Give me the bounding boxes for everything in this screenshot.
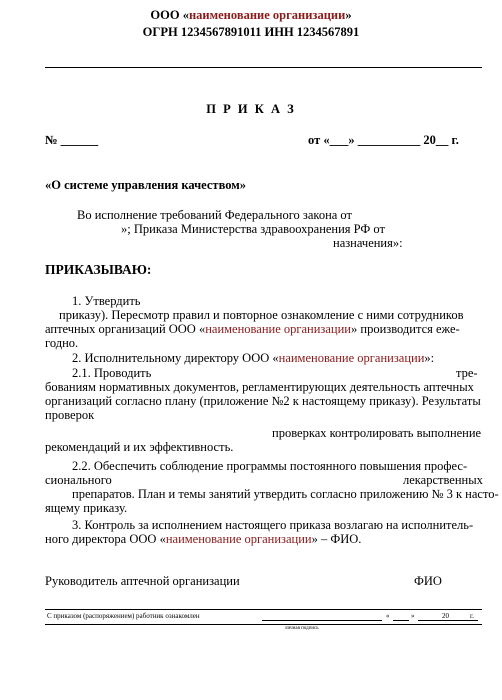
item-1-line-c — [45, 322, 460, 336]
item-2-2-line-a: 2.2. Обеспечить соблюдение программы постоянного повышения профес- — [72, 459, 468, 473]
acquaint-row — [45, 611, 482, 623]
acquaint-label: С приказом (распоряжением) работник ознакомлен — [47, 612, 200, 620]
org-name: наименование организации — [188, 8, 346, 22]
intro-line-3: назначения»: — [333, 236, 403, 250]
intro-line-2: »; Приказа Министерства здравоохранения РФ от — [121, 222, 385, 236]
item-2-1-line-a-end: тре- — [456, 366, 478, 380]
order-number: № ______ — [45, 133, 99, 147]
order-date: от «___» __________ 20__ г. — [308, 133, 459, 147]
year-line[interactable] — [452, 611, 466, 621]
page-title: П Р И К А З — [206, 102, 296, 116]
item-2-1-line-d: проверок — [45, 408, 95, 422]
org-header — [0, 8, 502, 22]
ogrn-inn-line: ОГРН 1234567891011 ИНН 1234567891 — [142, 25, 360, 39]
item-2-1-line-c: организаций согласно плану (приложение №2 к настоящему приказу). Результаты — [45, 394, 481, 408]
org-name: наименование организации — [278, 351, 425, 365]
year-suffix: г. — [470, 612, 474, 620]
year-label: 20 — [442, 612, 449, 620]
quote-open: « — [386, 612, 390, 620]
org-suffix: » производится еже- — [351, 322, 460, 336]
acquaint-bottom-border — [45, 624, 482, 625]
acquaint-top-border — [45, 609, 482, 610]
intro-line-1: Во исполнение требований Федерального закона от — [77, 208, 352, 222]
org-prefix: ООО « — [150, 8, 189, 22]
item-1-line-d: годно. — [45, 336, 79, 350]
signature-line[interactable] — [262, 611, 382, 621]
item-2-2-line-b: сионального — [45, 473, 112, 487]
org-prefix: 2. Исполнительному директору ООО « — [72, 351, 279, 365]
item-3-line-a: 3. Контроль за исполнением настоящего приказа возлагаю на исполнитель- — [72, 518, 474, 532]
order-subject: «О системе управления качеством» — [45, 178, 247, 192]
org-suffix: » – ФИО. — [311, 532, 362, 546]
header-divider — [45, 67, 482, 68]
item-2-line — [72, 351, 434, 365]
item-2-1-line-a: 2.1. Проводить — [72, 366, 152, 380]
item-2-1-line-e: проверках контролировать выполнение — [272, 426, 482, 440]
org-suffix: »: — [424, 351, 435, 365]
item-2-1-line-f: рекомендаций и их эффективность. — [45, 440, 234, 454]
item-2-1-line-b: бованиям нормативных документов, регламентирующих деятельность аптечных — [45, 380, 474, 394]
item-1-line-a: 1. Утвердить — [72, 294, 141, 308]
item-2-2-line-d: ящему приказу. — [45, 501, 128, 515]
item-2-2-line-b-end: лекарственных — [403, 473, 483, 487]
quote-close: » — [411, 612, 415, 620]
item-2-2-line-c: препаратов. План и темы занятий утвердить согласно приложению № 3 к насто- — [72, 487, 499, 501]
order-word: ПРИКАЗЫВАЮ: — [45, 262, 152, 277]
signature-role: Руководитель аптечной организации — [45, 574, 240, 588]
day-line[interactable] — [393, 611, 409, 621]
org-name: наименование организации — [165, 532, 312, 546]
org-suffix: » — [345, 8, 352, 22]
signature-name: ФИО — [414, 574, 442, 588]
item-1-line-b: приказу). Пересмотр правил и повторное ознакомление с ними сотрудников — [59, 308, 464, 322]
org-prefix: аптечных организаций ООО « — [45, 322, 206, 336]
signature-caption: личная подпись — [285, 626, 319, 631]
item-3-line-b — [45, 532, 361, 546]
org-prefix: ного директора ООО « — [45, 532, 166, 546]
org-name: наименование организации — [205, 322, 351, 336]
